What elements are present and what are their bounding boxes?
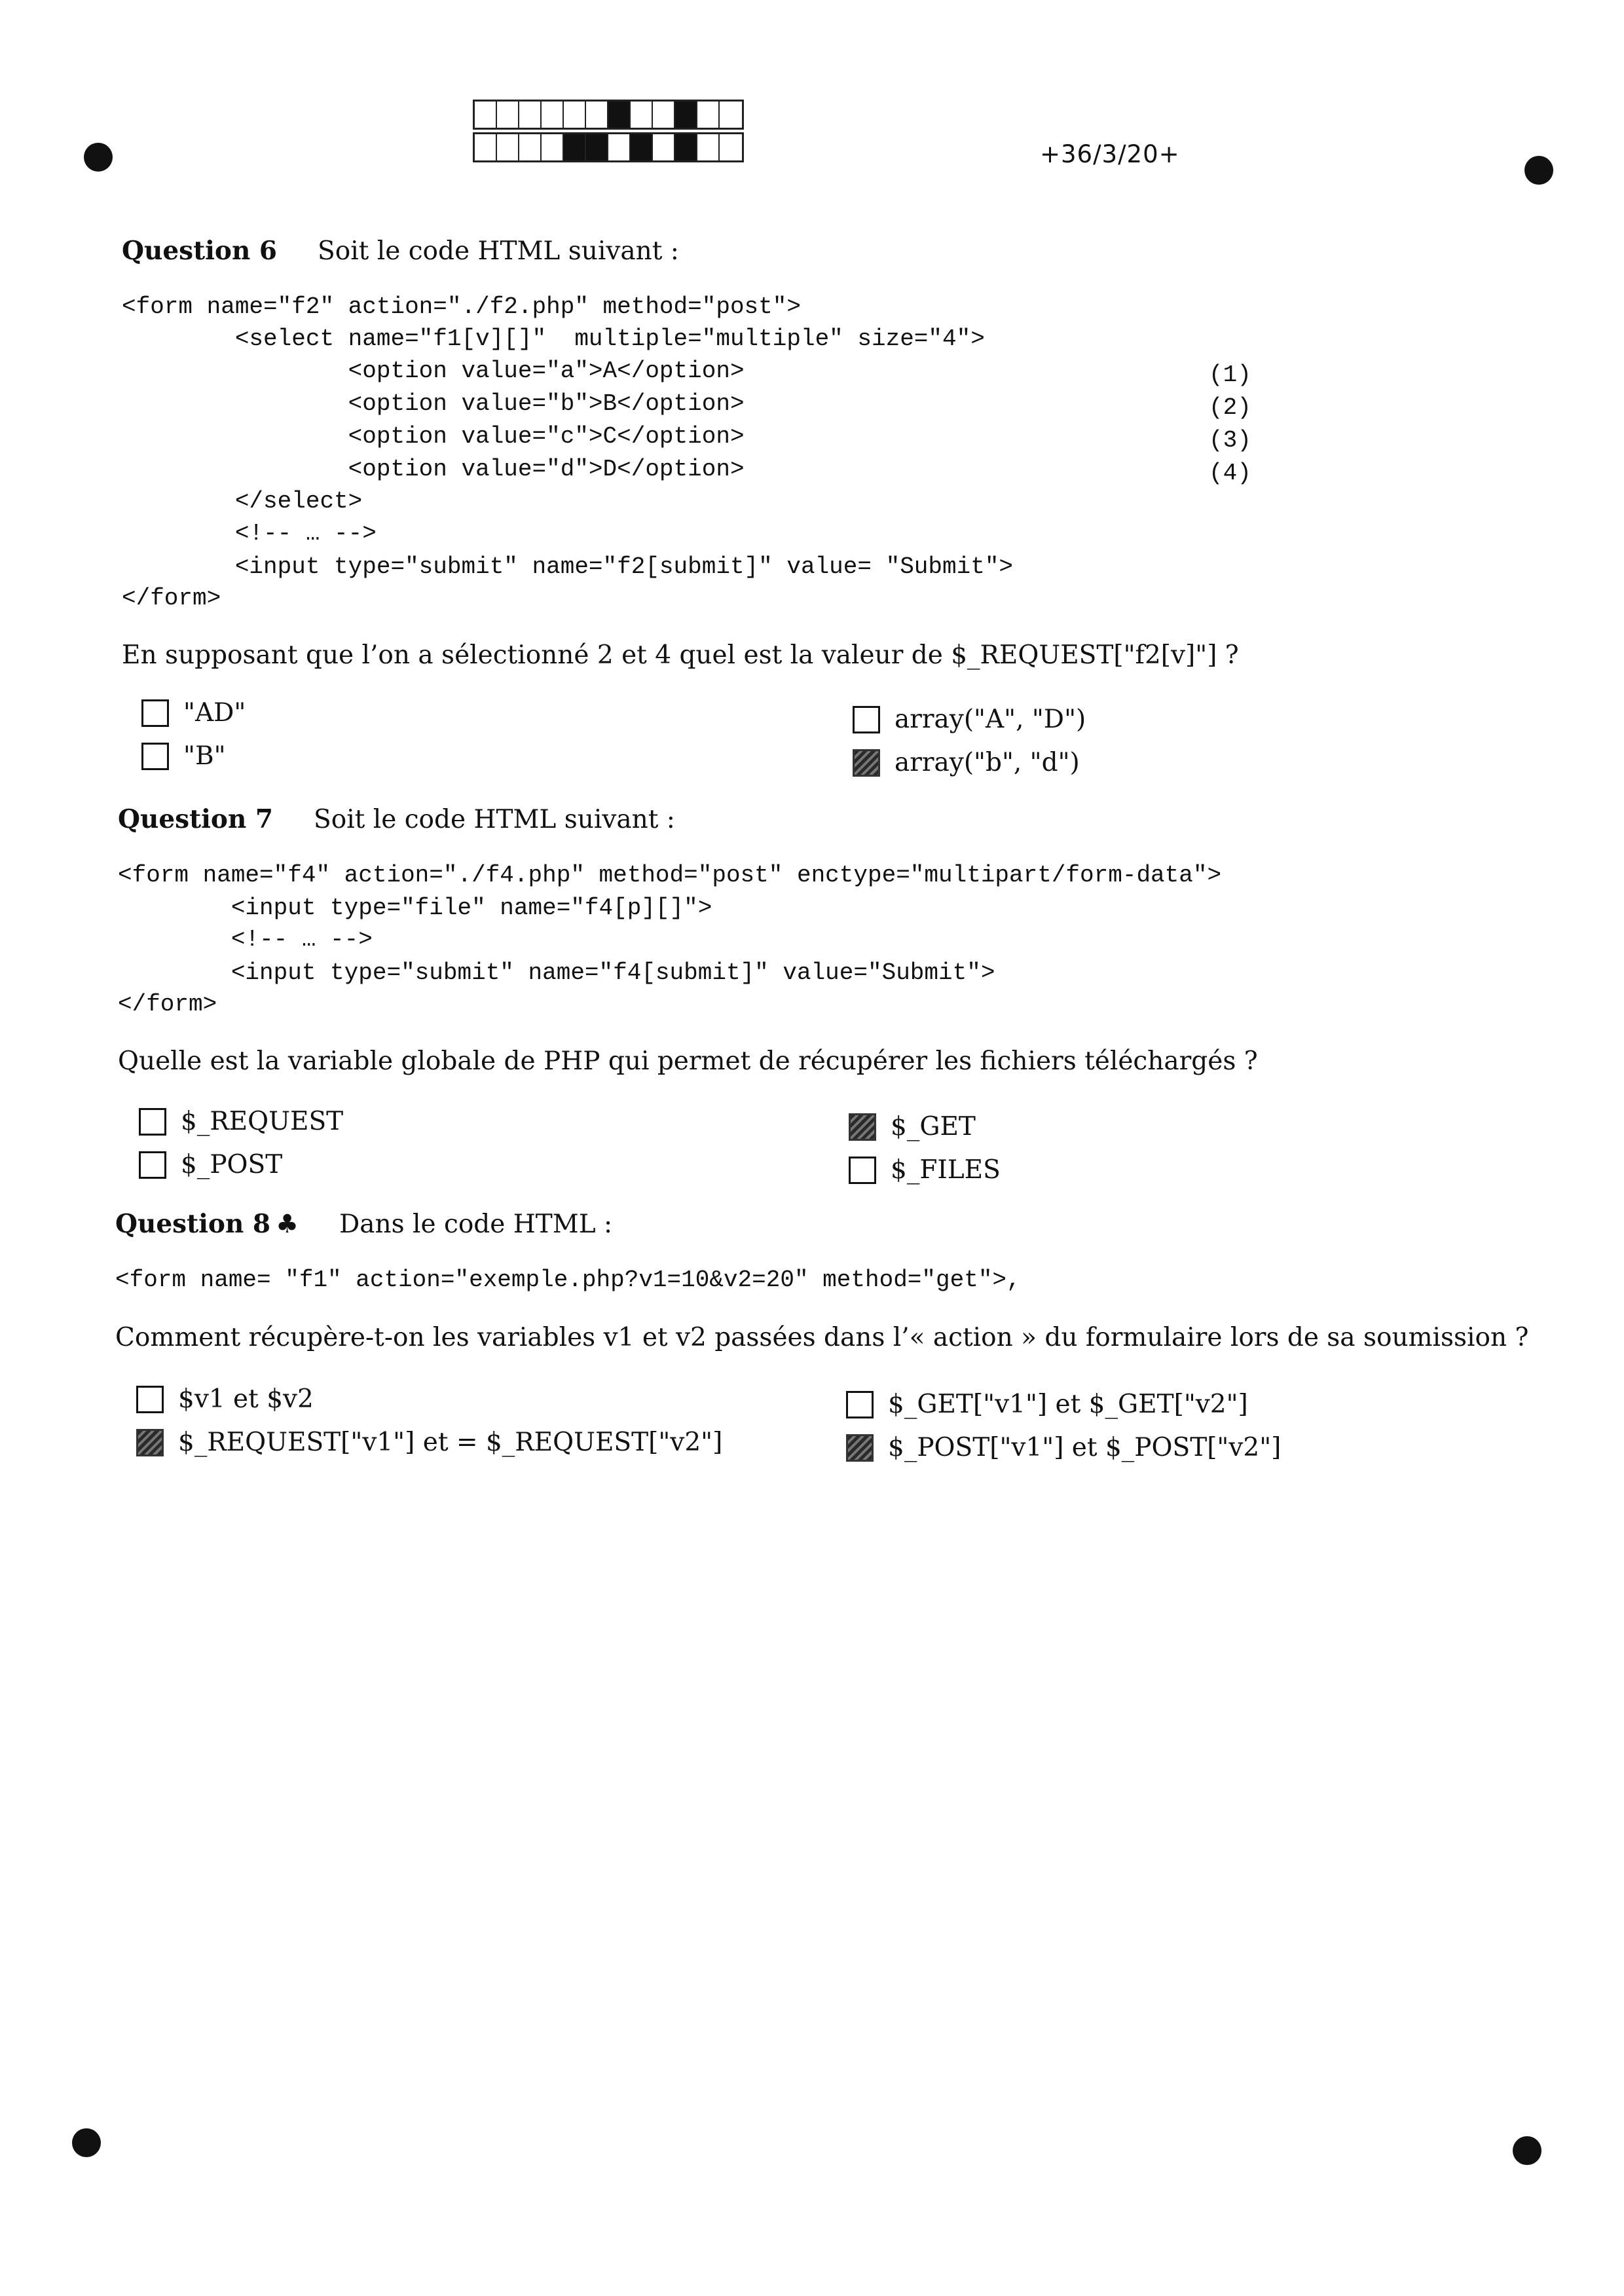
question-8-option-d[interactable] (846, 1433, 1281, 1462)
code-line: <form name="f2" action="./f2.php" method="post"> (122, 293, 801, 320)
question-6-option-a[interactable] (141, 698, 246, 728)
code-cell (720, 134, 742, 160)
question-6-intro: Soit le code HTML suivant : (318, 236, 679, 266)
code-cell (653, 102, 675, 128)
option-label: $_FILES (891, 1155, 1001, 1185)
option-label: $_GET (891, 1112, 976, 1141)
code-cell (519, 134, 542, 160)
question-7-intro: Soit le code HTML suivant : (314, 805, 675, 834)
answer-checkbox-ticked[interactable] (853, 749, 880, 777)
code-cell (497, 102, 519, 128)
answer-checkbox[interactable] (139, 1151, 166, 1179)
question-6-option-b[interactable] (141, 741, 226, 771)
code-cell (675, 102, 697, 128)
line-number: (3) (1209, 427, 1251, 454)
question-8-code: <form name= "f1" action="exemple.php?v1=10&v2=20" method="get">, (115, 1267, 1021, 1293)
question-6-option-c[interactable] (853, 705, 1086, 734)
option-label: $_REQUEST["v1"] et = $_REQUEST["v2"] (178, 1428, 723, 1457)
option-label: $v1 et $v2 (178, 1384, 314, 1414)
line-number: (2) (1209, 394, 1251, 421)
option-label: array("b", "d") (895, 748, 1080, 777)
registration-mark-top-left (84, 143, 113, 172)
question-8-title (115, 1209, 299, 1239)
code-cell (564, 102, 586, 128)
code-cell (542, 102, 564, 128)
answer-checkbox[interactable] (139, 1108, 166, 1136)
code-line: </form> (122, 585, 221, 612)
question-7-title: Question 7 (118, 804, 274, 834)
code-cell (586, 102, 608, 128)
question-8-option-b[interactable] (136, 1428, 722, 1457)
code-line: <option value="a">A</option> (122, 358, 745, 384)
page-code-boxes-row-2 (473, 132, 744, 162)
code-cell (608, 102, 631, 128)
question-7-prompt: Quelle est la variable globale de PHP qui permet de récupérer les fichiers téléchargés ? (118, 1046, 1258, 1076)
code-cell (675, 134, 697, 160)
answer-checkbox[interactable] (849, 1157, 876, 1184)
answer-checkbox[interactable] (141, 699, 169, 727)
question-7-option-c[interactable] (849, 1112, 976, 1141)
answer-checkbox-ticked[interactable] (846, 1434, 874, 1462)
answer-checkbox[interactable] (846, 1391, 874, 1418)
code-line: <option value="b">B</option> (122, 390, 745, 417)
option-label: "AD" (183, 698, 246, 728)
option-label: $_POST (181, 1150, 283, 1179)
code-line: <input type="submit" name="f2[submit]" value= "Submit"> (122, 553, 1014, 580)
option-label: $_REQUEST (181, 1107, 344, 1136)
code-cell (475, 134, 497, 160)
code-cell (720, 102, 742, 128)
code-cell (697, 102, 720, 128)
registration-mark-bottom-right (1513, 2136, 1541, 2165)
question-8-option-a[interactable] (136, 1384, 314, 1414)
option-label: $_POST["v1"] et $_POST["v2"] (888, 1433, 1282, 1462)
answer-checkbox[interactable] (136, 1386, 164, 1413)
code-line: <option value="c">C</option> (122, 423, 745, 450)
code-line: <input type="submit" name="f4[submit]" value="Submit"> (118, 959, 995, 986)
question-7-option-a[interactable] (139, 1107, 343, 1136)
answer-checkbox-ticked[interactable] (136, 1429, 164, 1456)
question-7-heading (118, 804, 675, 834)
question-7-option-d[interactable] (849, 1155, 1001, 1185)
answer-checkbox[interactable] (141, 743, 169, 770)
question-6-title: Question 6 (122, 236, 278, 266)
question-8-number: Question 8 (115, 1209, 271, 1239)
answer-checkbox-ticked[interactable] (849, 1113, 876, 1141)
question-6-prompt: En supposant que l’on a sélectionné 2 et 4 quel est la valeur de $_REQUEST["f2[v]"] ? (122, 640, 1239, 670)
answer-checkbox[interactable] (853, 706, 880, 733)
code-cell (697, 134, 720, 160)
code-cell (475, 102, 497, 128)
code-line: <!-- … --> (122, 520, 377, 547)
option-label: $_GET["v1"] et $_GET["v2"] (888, 1390, 1248, 1419)
code-line: <option value="d">D</option> (122, 456, 745, 483)
question-8-heading (115, 1209, 612, 1239)
code-line: <select name="f1[v][]" multiple="multiple" size="4"> (122, 325, 985, 352)
code-cell (519, 102, 542, 128)
page-identifier: +36/3/20+ (1040, 140, 1180, 168)
question-8-option-c[interactable] (846, 1390, 1248, 1419)
code-cell (586, 134, 608, 160)
registration-mark-bottom-left (72, 2128, 101, 2157)
code-line: <form name="f4" action="./f4.php" method="post" enctype="multipart/form-data"> (118, 862, 1222, 889)
question-6-option-d[interactable] (853, 748, 1080, 777)
code-cell (653, 134, 675, 160)
code-line: <!-- … --> (118, 926, 373, 953)
page-code-boxes-row-1 (473, 100, 744, 130)
option-label: array("A", "D") (895, 705, 1086, 734)
line-number: (4) (1209, 460, 1251, 487)
code-cell (542, 134, 564, 160)
registration-mark-top-right (1524, 156, 1553, 185)
question-8-intro: Dans le code HTML : (339, 1210, 613, 1239)
code-cell (497, 134, 519, 160)
question-6-heading (122, 236, 679, 266)
question-7-option-b[interactable] (139, 1150, 282, 1179)
line-number: (1) (1209, 361, 1251, 388)
question-8-prompt: Comment récupère-t-on les variables v1 et v2 passées dans l’« action » du formulaire lors de sa soumission ? (115, 1323, 1529, 1352)
code-cell (631, 134, 653, 160)
club-icon: ♣ (276, 1210, 299, 1239)
code-cell (608, 134, 631, 160)
code-cell (631, 102, 653, 128)
code-cell (564, 134, 586, 160)
code-line: </select> (122, 488, 363, 515)
code-line: <input type="file" name="f4[p][]"> (118, 895, 712, 921)
code-line: </form> (118, 991, 217, 1018)
option-label: "B" (183, 741, 226, 771)
